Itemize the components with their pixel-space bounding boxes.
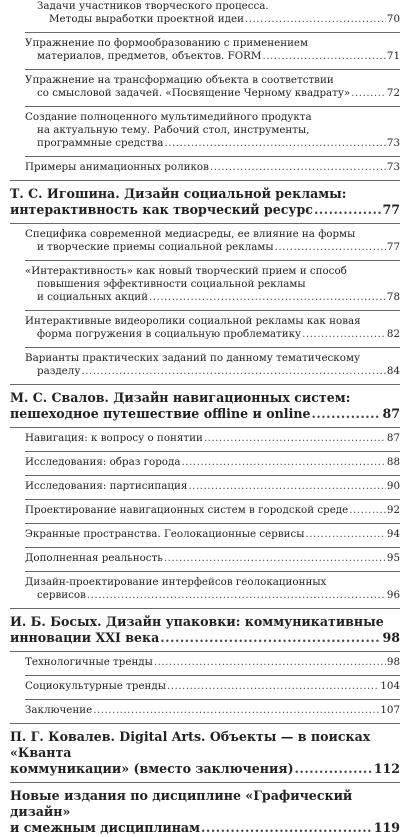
page-number: 107: [380, 704, 400, 716]
toc-section[interactable]: [25, 656, 400, 671]
dot-leader: [245, 13, 386, 26]
section-divider: [25, 523, 400, 524]
toc-section[interactable]: [25, 265, 400, 306]
toc-entry-title: Социокультурные тренды: [25, 680, 166, 692]
toc-entry-line: Создание полноценного мультимедийного продукта: [25, 111, 312, 123]
toc-entry-line: «Интерактивность» как новый творческий прием и способ: [25, 265, 347, 277]
toc-entry-line: Специфика современной медиасреды, ее влияние на формы: [25, 228, 356, 240]
table-of-contents: [10, 0, 400, 837]
section-divider: [25, 156, 400, 157]
section-divider: [25, 547, 400, 548]
toc-chapter[interactable]: [10, 613, 400, 647]
page-number: 104: [380, 680, 400, 692]
toc-entry-title: материалов, предметов, объектов. FORM: [37, 50, 262, 62]
page-number: 95: [386, 552, 400, 564]
toc-section[interactable]: [25, 111, 400, 152]
dot-leader: [181, 456, 385, 469]
dot-leader: [164, 552, 386, 565]
dot-leader: [167, 680, 379, 693]
toc-entry-title: разделу: [37, 365, 81, 377]
section-divider: [25, 475, 400, 476]
dot-leader: [160, 630, 381, 646]
chapter-divider: [10, 180, 400, 181]
toc-entry-title: Исследования: образ города: [25, 456, 181, 468]
dot-leader: [87, 589, 386, 602]
chapter-divider: [10, 723, 400, 724]
page-number: 119: [373, 820, 400, 835]
toc-entry-title: пешеходное путешествие offline и online: [10, 406, 311, 421]
toc-chapter[interactable]: [10, 787, 400, 837]
page-number: 72: [386, 87, 400, 99]
toc-entry-title: и социальных акций: [37, 291, 148, 303]
page-number: 77: [382, 202, 400, 217]
dot-leader: [204, 432, 386, 445]
page-number: 90: [386, 480, 400, 492]
dot-leader: [312, 406, 382, 422]
section-divider: [25, 32, 400, 33]
chapter-divider: [10, 427, 400, 428]
chapter-divider: [10, 223, 400, 224]
toc-section[interactable]: [25, 315, 400, 343]
chapter-divider: [10, 608, 400, 609]
toc-section[interactable]: [25, 432, 400, 447]
toc-section[interactable]: [25, 456, 400, 471]
toc-entry-line: Дизайн-проектирование интерфейсов геолокационных: [25, 576, 327, 588]
toc-entry-line: П. Г. Ковалев. Digital Arts. Объекты — в поисках «Кванта: [10, 729, 371, 760]
page-number: 92: [386, 504, 400, 516]
toc-section[interactable]: [37, 0, 400, 28]
toc-entry-line: М. С. Свалов. Дизайн навигационных систем:: [10, 390, 351, 405]
dot-leader: [351, 87, 386, 100]
toc-entry-title: инновации XXI века: [10, 630, 160, 645]
toc-chapter[interactable]: [10, 728, 400, 778]
page-number: 84: [386, 365, 400, 377]
toc-entry-line: Новые издания по дисциплине «Графический дизайн»: [10, 788, 353, 819]
toc-entry-title: и смежным дисциплинам: [10, 820, 201, 835]
toc-entry-title: коммуникации» (вместо заключения): [10, 761, 294, 776]
toc-section[interactable]: [25, 552, 400, 567]
page-number: 73: [386, 161, 400, 173]
section-divider: [25, 499, 400, 500]
dot-leader: [262, 50, 385, 63]
dot-leader: [295, 761, 373, 777]
toc-entry-title: со смысловой задачей. «Посвящение Черному квадрату»: [37, 87, 351, 99]
toc-section[interactable]: [25, 576, 400, 604]
toc-entry-title: Заключение: [25, 704, 93, 716]
toc-entry-title: Технологичные тренды: [25, 656, 153, 668]
toc-entry-title: и творческие приемы социальной рекламы: [37, 241, 274, 253]
page-number: 77: [386, 241, 400, 253]
toc-entry-title: интерактивность как творческий ресурс: [10, 202, 313, 217]
toc-entry-title: сервисов: [37, 589, 86, 601]
dot-leader: [314, 202, 382, 218]
toc-section[interactable]: [25, 37, 400, 65]
toc-section[interactable]: [25, 74, 400, 102]
toc-entry-title: Навигация: к вопросу о понятии: [25, 432, 203, 444]
toc-entry-title: Методы выработки проектной идеи: [49, 13, 244, 25]
toc-chapter[interactable]: [10, 185, 400, 219]
toc-entry-title: форма погружения в социальную проблематику: [37, 328, 302, 340]
page-number: 73: [386, 137, 400, 149]
chapter-divider: [10, 782, 400, 783]
dot-leader: [305, 528, 385, 541]
page-number: 98: [382, 630, 400, 645]
dot-leader: [93, 704, 379, 717]
section-divider: [25, 699, 400, 700]
toc-entry-line: Упражнение на трансформацию объекта в соответствии: [25, 74, 334, 86]
toc-entry-title: Экранные пространства. Геолокационные сервисы: [25, 528, 305, 540]
page-number: 70: [386, 13, 400, 25]
dot-leader: [164, 137, 385, 150]
dot-leader: [149, 291, 386, 304]
toc-section[interactable]: [25, 352, 400, 380]
toc-entry-title: Проектирование навигационных систем в городской среде: [25, 504, 349, 516]
toc-entry-title: Примеры анимационных роликов: [25, 161, 209, 173]
toc-entry-title: Дополненная реальность: [25, 552, 163, 564]
page-number: 98: [386, 656, 400, 668]
section-divider: [25, 571, 400, 572]
toc-entry-title: программные средства: [37, 137, 164, 149]
dot-leader: [188, 480, 386, 493]
toc-entry-line: повышения эффективности социальной рекламы: [37, 278, 306, 290]
toc-entry-title: Исследования: партисипация: [25, 480, 188, 492]
section-divider: [25, 106, 400, 107]
page-number: 96: [386, 589, 400, 601]
toc-section[interactable]: [25, 528, 400, 543]
page-number: 94: [386, 528, 400, 540]
dot-leader: [349, 504, 386, 517]
page-number: 82: [386, 328, 400, 340]
page-number: 87: [386, 432, 400, 444]
section-divider: [25, 347, 400, 348]
dot-leader: [302, 328, 386, 341]
dot-leader: [81, 365, 386, 378]
toc-entry-line: Варианты практических заданий по данному тематическому: [25, 352, 361, 364]
section-divider: [25, 310, 400, 311]
toc-section[interactable]: [25, 228, 400, 256]
chapter-divider: [10, 651, 400, 652]
toc-entry-line: Упражнение по формообразованию с применением: [25, 37, 309, 49]
toc-entry-line: И. Б. Босых. Дизайн упаковки: коммуникативные: [10, 614, 384, 629]
chapter-divider: [10, 384, 400, 385]
dot-leader: [210, 161, 386, 174]
page-number: 112: [373, 761, 400, 776]
dot-leader: [275, 241, 386, 254]
toc-entry-line: Т. С. Игошина. Дизайн социальной рекламы:: [10, 186, 347, 201]
toc-entry-line: на актуальную тему. Рабочий стол, инструменты,: [37, 124, 310, 136]
toc-section[interactable]: [25, 704, 400, 719]
page-number: 88: [386, 456, 400, 468]
page-number: 87: [382, 406, 400, 421]
dot-leader: [201, 820, 373, 836]
section-divider: [25, 260, 400, 261]
toc-entry-line: Задачи участников творческого процесса.: [37, 0, 269, 12]
toc-chapter[interactable]: [10, 389, 400, 423]
toc-entry-line: Интерактивные видеоролики социальной рекламы как новая: [25, 315, 361, 327]
toc-section[interactable]: [25, 680, 400, 695]
toc-section[interactable]: [25, 161, 400, 176]
section-divider: [25, 69, 400, 70]
dot-leader: [154, 656, 386, 669]
page-number: 71: [386, 50, 400, 62]
section-divider: [25, 451, 400, 452]
toc-section[interactable]: [25, 504, 400, 519]
toc-section[interactable]: [25, 480, 400, 495]
page-number: 78: [386, 291, 400, 303]
